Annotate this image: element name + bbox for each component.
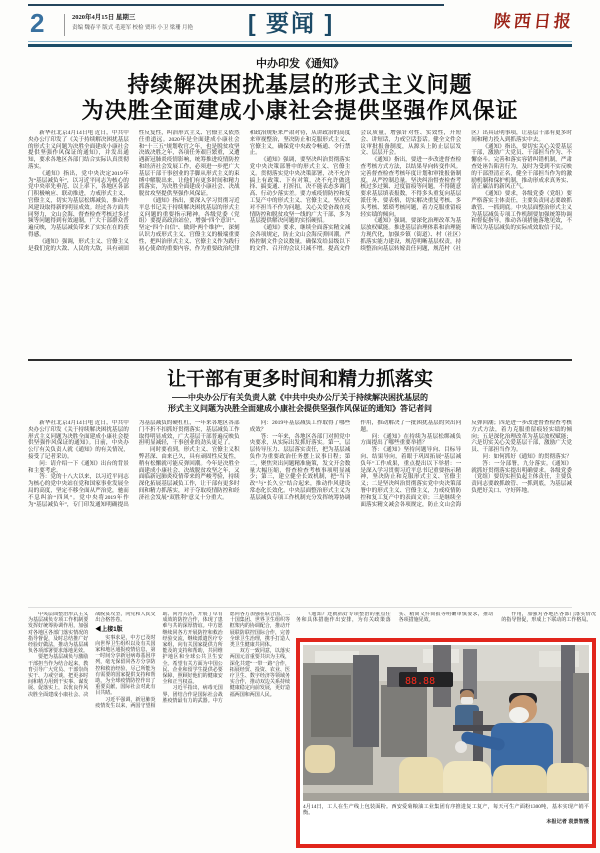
paragraph: 问：2019年基层减负工作取得了哪些成效？ — [249, 420, 351, 433]
paragraph: 《通知》还就抓好专项整治的重点任务和具体措施作出安排，为有关政策落实、精简文件简报等明确审慎要求，推动各项措施见效。 — [296, 612, 494, 624]
paragraph: 作用，加强对各地区各部门落实情况的指导督促，形成上下联动的工作格局。 — [501, 612, 596, 624]
bottom-left-columns — [28, 612, 290, 852]
article2-subtitle-line2: 形式主义问题为决胜全面建成小康社会提供坚强作风保证的通知》答记者问 — [168, 404, 432, 413]
photo-caption: 4月14日，工人在生产线上包装面粉。西安爱菊粮油工业集团有序推进复工复产，每天可生产面粉1300吨，基本实现产销平衡。 — [303, 804, 589, 817]
editor-credits: 责编 魏春平 版式 毛迎军 校检 贾玮 小卫 梁珊 月艳 — [72, 25, 194, 31]
paragraph: 《通知》强调，形式主义、官僚主义是我们党的大敌、人民的大敌，具有顽固性反复性，纠治形式主义、官僚主义依然任重道远。2020年是全面建成小康社会和“十三五”规划收官之年，也是脱贫攻坚决战决胜之年，各项任务艰巨繁重，又遭遇新冠肺炎疫情影响，统筹推进疫情防控和经济社会发展工作，必须进一步把广大基层干部干事创业的手脚从形式主义的束缚中解脱出来，让他们有更多时间和精力抓落实，为决胜全面建成小康社会、决战脱贫攻坚提供坚强作风保证。 — [28, 130, 240, 252]
paragraph: 《通知》要求，各级党委（党组）要严格落实主体责任，主要负责同志要敢抓敢管、一抓到底。中央层面整治形式主义为基层减负专项工作机制要加强统筹协调和督促指导，推动各项措施落地见效，不断以为基层减负的实际成效取信于民。 — [471, 191, 572, 232]
news-photo — [303, 645, 589, 801]
paragraph: 《通知》指出，要深入学习贯彻习近平总书记关于持续解决困扰基层的形式主义问题的重要指示精神。各级党委（党组）要提高政治站位，增强“四个意识”、坚定“四个自信”、做到“两个维护”，深刻认识力戒形式主义、官僚主义的极端重要性，把纠治形式主义、官僚主义作为践行初心使命的重要内容，作为重要政治纪律和政治规矩来严肃对待，从讲政治的高度来审视整治，坚决防止和克服形式主义、官僚主义，确保党中央政令畅通、令行禁止。 — [138, 130, 351, 252]
paragraph: 要把为基层减负与激励干部担当作为结合起来，教育引导广大党员、干部崇尚实干、力戒空谈，把更多时间和精力用到干实事、谋发展、促落实上，以优良作风决胜全面建成小康社会、决战脱贫攻坚，向党和人民交出合格答卷。 — [28, 612, 156, 698]
header-rule-light — [28, 41, 572, 42]
masthead-logo: 陕西日报 — [492, 12, 575, 32]
paragraph: 实事求是，中方已及时向世界卫生组织以及有关国家和地区通报疫情信息，第一时间分享新冠病毒基因序列，毫无保留同各方分享防控和救治经验，尽己所能为有需要的国家提供支持和帮助，为全球疫情防控作出了重要贡献，国际社会对此有目共睹。 — [95, 635, 156, 697]
article1-headline-line2: 为决胜全面建成小康社会提供坚强作风保证 — [81, 98, 519, 123]
date-line: 2020年4月15日 星期三 — [72, 14, 136, 21]
article-separator-rule — [28, 359, 572, 361]
paragraph: 《通知》强调，要深化治理改革为基层放权赋能。推进基层治理体系和治理能力现代化，加强乡镇（街道）、村（社区）抓落实能力建设，规范明晰基层权责，持续整治向基层转嫁责任问题，规范村（社区）出具证明事项，让基层干部有更多时间和精力投入到抓落实中去。 — [360, 130, 572, 252]
paragraph: 习近平强调，新冠肺炎疫情发生以来，两国守望相助、同舟共济，开展了卓有成效的防控合作，体现了患难与共的深厚情谊。中方愿继续同各方开展防控和救治经验交流，继续派遣医疗专家组，向有关国家提供力所能及的支持和帮助，共同维护地区和全球公共卫生安全。希望有关方面为中国公民、企业和留学生提供必要保障，照顾好他们的健康安全和正当权益。 — [95, 612, 223, 709]
section-title: [ 要闻 ] — [248, 10, 335, 36]
paragraph: 《通知》指出，党中央决定2019年为“基层减负年”，以习近平同志为核心的党中央率先垂范、以上率下，各地区各部门积极响应、联动推进，力戒形式主义、官僚主义，切实为基层松绑减负，推动作风建设取得新的明显成效。经过各方面共同努力，文山会海、督查检查考核过多过频等问题得到有效遏制，广大干部群众普遍反映，为基层减负带来了实实在在的获得感。 — [28, 170, 129, 238]
flour-factory-illustration — [303, 645, 589, 801]
paragraph: 同时要看到，形式主义、官僚主义积弊甚深、由来已久，具有顽固性反复性，稍有松懈就可能反弹回潮。今年是决胜全面建成小康社会、决战脱贫攻坚之年，又面临新冠肺炎疫情带来的严峻考验，持续深化拓展基层减负工作，让干部有更多时间和精力抓落实，对于夺取疫情防控和经济社会发展“双胜利”意义十分重大。 — [138, 447, 240, 501]
paragraph: 答：党的十八大以来，以习近平同志为核心的党中央站在党和国家事业发展全局的高度，坚定不移全面从严治党，驰而不息纠治“四风”。党中央将2019年作为“基层减负年”，专门印发通知明确提出为基层减负的硬杠杠，一年来各地区各部门不折不扣抓好贯彻落实，基层减负工作取得明显成效，广大基层干部普遍反映负担明显减轻，干事创业的劲头更足了。 — [28, 420, 240, 508]
paragraph: 问：如何抓好《通知》的贯彻落实？ — [482, 453, 572, 460]
paragraph: 新华社北京4月14日电 近日，中共中央办公厅印发了《关于持续解决困扰基层的形式主义问题为决胜全面建成小康社会提供坚强作风保证的通知》，并发出通知，要求各地区各部门结合实际认真贯彻落实。 — [28, 130, 129, 170]
paragraph: 问：请介绍一下《通知》出台的背景和主要考虑。 — [28, 460, 129, 474]
paragraph: 《通知》指出，要进一步改进督查检查考核方式方法，以结果导向转变作风。完善督查检查考核年度计划和审批报备制度，从严控制总量。坚决纠治督查检查考核过多过频、过度留痕等问题，不得随意要求基层填表报数，不得多头重复向基层派任务、要表格，切实解决重复考核、多头考核、繁琐考核问题，着力克服重留痕轻实绩的倾向。 — [360, 157, 462, 218]
photo-annotation-box — [296, 638, 596, 848]
paragraph: 《通知》要求，继续全面落实精文减会各项规定，防止文山会海反弹回潮。严格控制文件会议数量，确保发给县级以下的文件、召开的会议只减不增。提高文件会议质量，增强针对性、实效性，开短会、讲短话，力戒空话套话。健全文件会议审批报备制度，从源头上防止层层发文、层层开会。 — [249, 130, 462, 252]
paragraph: 习近平指出，病毒无国界，团结合作是国际社会战胜疫情最有力的武器。中方愿同各方加强在联合国、二十国集团、世界卫生组织等框架内的协调配合，推动开展联防联控国际合作，完善全球卫生治理，携手打造人类卫生健康共同体。 — [162, 612, 290, 704]
paragraph: 新华社北京4月14日电 近日，中共中央办公厅印发《关于持续解决困扰基层的形式主义问题为决胜全面建成小康社会提供坚强作风保证的通知》。日前，中央办公厅有关负责人就《通知》的有关情况，接受了记者采访。 — [28, 420, 129, 460]
header-divider — [64, 14, 65, 36]
continued-from-page1-marker: ◀上接1版 — [95, 627, 123, 634]
header-top-rule — [28, 4, 444, 6]
article1-body — [28, 130, 572, 356]
paragraph: 中央层面整治形式主义为基层减负专项工作机制要发挥好统筹协调作用，加强对各地区各部门落实情况的指导督促，及时总结推广好经验好做法，推动为基层减负各项部署要求落地见效。 — [28, 612, 89, 655]
paragraph: 答：一分部署，九分落实。《通知》就抓好贯彻落实提出明确要求。各级党委（党组）要切实担负起主体责任，主要负责同志要敢抓敢管、一抓到底，为基层减负把好关口、守好阵地。 — [471, 460, 572, 494]
paragraph: 双方一致同意，以落实两国元首重要共识为主线，深化共建“一带一路”合作，拓展经贸、投资、农业、医疗卫生、数字经济等领域务实合作，推动双边关系持续健康稳定向前发展，更好造福两国和两国人民。 — [229, 649, 290, 698]
article1-kicker: 中办印发《通知》 — [256, 58, 344, 70]
paragraph: 问：《通知》在持续为基层松绑减负方面提出了哪些重要举措？ — [360, 433, 462, 447]
paragraph: 《通知》指出，要切实关心关爱基层干部，激励广大党员、干部担当作为、不懈奋斗。完善和落实容错纠错机制，严肃查处诬告陷害行为，及时为受到不实反映的干部澄清正名，健全干部担当作为的激励机制和保护机制，推动形成求真务实、清正廉洁的新风正气。 — [471, 143, 572, 191]
qa-tail-strip — [296, 612, 596, 634]
led-display-digits: 88.88 — [405, 676, 436, 687]
page-number: 2 — [30, 8, 45, 38]
photo-credit: 本报记者 袁景智摄 — [546, 818, 589, 825]
paragraph: 答：《通知》坚持问题导向、目标导向、结果导向，着眼于巩固拓展“基层减负年”工作成果，重点提出以下举措：一是深入学习贯彻习近平总书记重要指示精神，坚决防止和克服形式主义、官僚主义；二是坚决纠治贯彻落实党中央决策部署中的形式主义、官僚主义，力戒疫情防控和复工复产中的表面文章；三是继续全面落实精文减会各项规定，防止文山会海反弹回潮；四是进一步改进督查检查考核方式方法，着力克服重留痕轻实绩的倾向；五是深化治理改革为基层放权赋能；六是切实关心关爱基层干部，激励广大党员、干部担当作为。 — [360, 420, 572, 508]
date-block — [72, 13, 193, 33]
bottom-band-hairline — [28, 607, 572, 608]
article2-body — [28, 420, 572, 604]
article2-subtitle-line1: ——中央办公厅有关负责人就《中共中央办公厅关于持续解决困扰基层的 — [172, 393, 428, 402]
header-rule-dark — [28, 44, 572, 47]
paragraph: 《通知》强调，要坚决纠治贯彻落实党中央决策部署中的形式主义、官僚主义。贯彻落实党中央决策部署，决不允许搞上有政策、下有对策，决不允许做选择、搞变通、打折扣，决不能表态多调门高、行动少落实差。要力戒疫情防控和复工复产中的形式主义、官僚主义，坚决反对不担当不作为问题，关心关爱奋战在疫情防控和脱贫攻坚一线的广大干部，多为基层提供解决问题的实招硬招。 — [249, 157, 351, 225]
article2-headline: 让干部有更多时间和精力抓落实 — [166, 369, 433, 390]
paragraph: 答：一年来，各地区各部门对照党中央要求，从实际出发抓好落实。第一，层层传导压力、层层落实责任，把为基层减负作为重要政治任务摆上议事日程；第二，聚焦突出问题精准施策，发文开会数量大幅压缩，督查检查考核事项明显减少；第三，建立健全长效机制，把“当下改”与“长久立”结合起来，推动作风建设常态化长效化。中央层面整治形式主义为基层减负专项工作机制充分发挥统筹协调作用，推动解决了一批困扰基层的突出问题。 — [249, 420, 462, 501]
article1-headline-line1: 持续解决困扰基层的形式主义问题 — [127, 72, 473, 97]
